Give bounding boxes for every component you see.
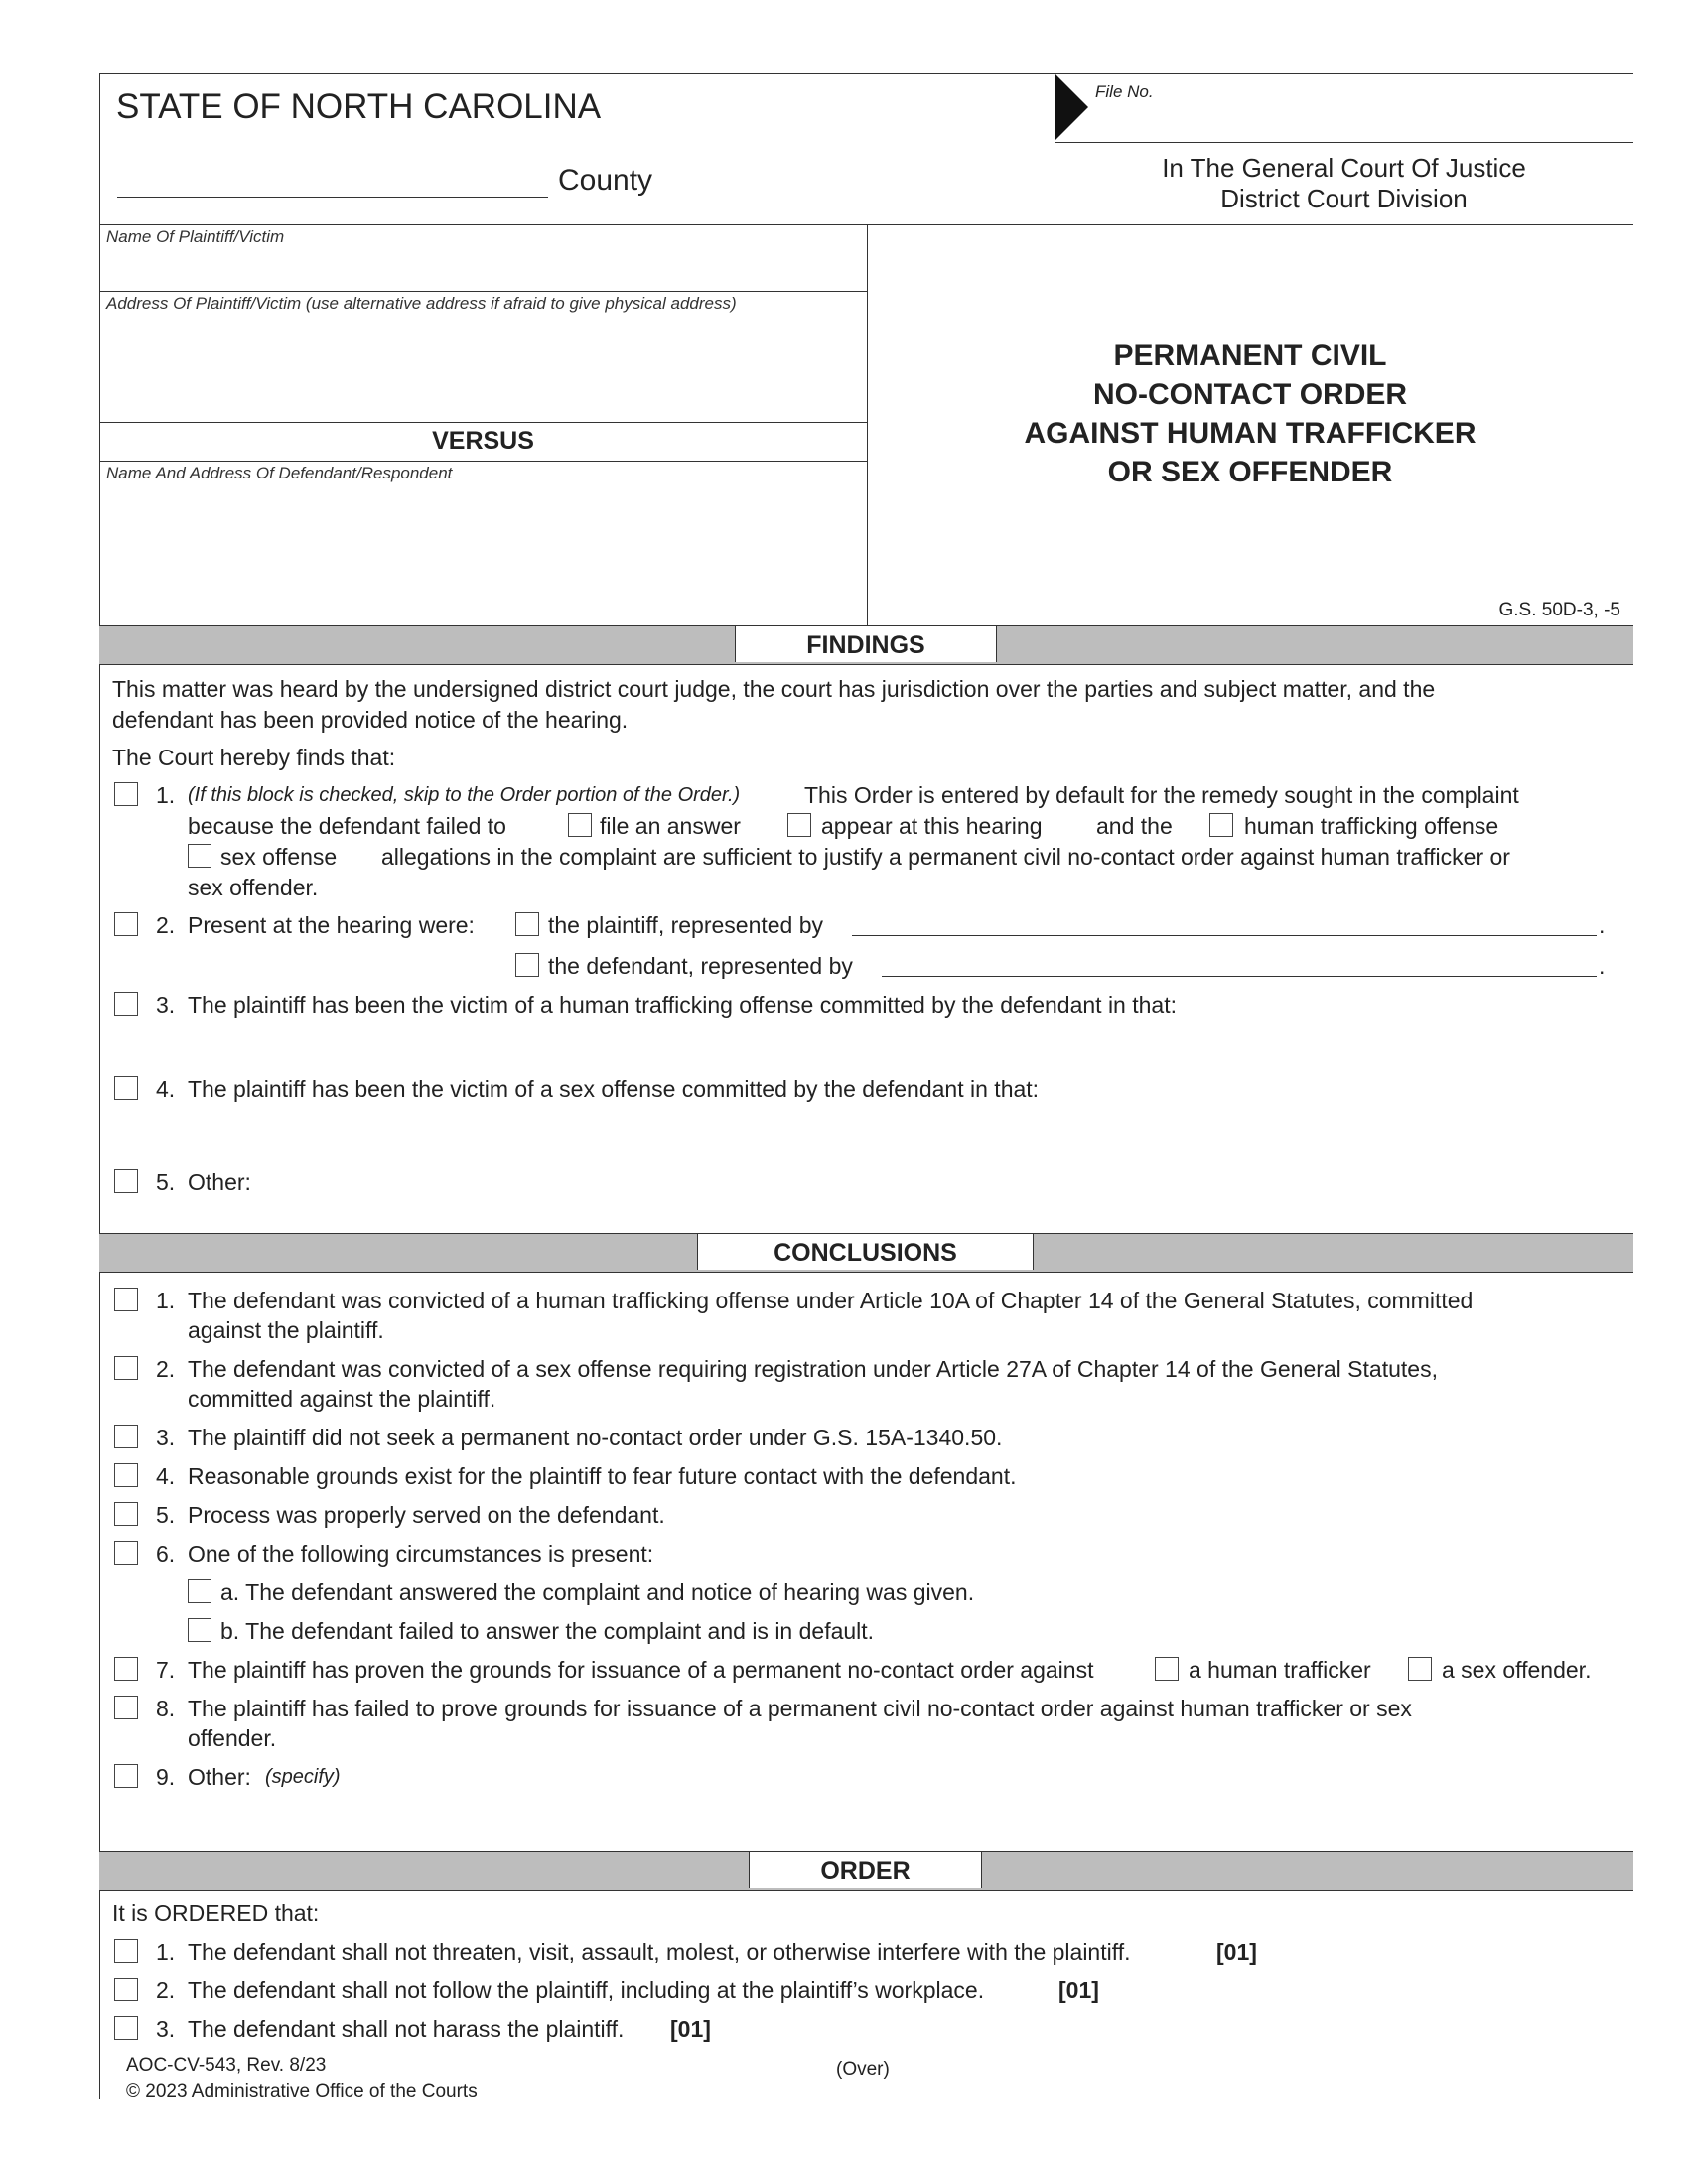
copyright: © 2023 Administrative Office of the Courts xyxy=(126,2081,478,2102)
form-title-line-2: NO-CONTACT ORDER xyxy=(1092,378,1408,411)
ht-offense-label: human trafficking offense xyxy=(1244,813,1499,839)
order-1-text: The defendant shall not threaten, visit, assault, molest, or otherwise interfere with the plaintiff. xyxy=(188,1939,1131,1965)
conclusion-8-text-cont: offender. xyxy=(188,1725,277,1751)
plaintiff-address-field[interactable] xyxy=(103,318,863,417)
finding-1-allegations: allegations in the complaint are sufficient to justify a permanent civil no-contact order against human trafficker or xyxy=(381,844,1510,870)
present-defendant-label: the defendant, represented by xyxy=(548,953,853,979)
conclusions-band xyxy=(99,1233,1633,1273)
period: . xyxy=(1599,953,1606,979)
file-no-arrow-icon xyxy=(1055,73,1090,143)
frame-top xyxy=(99,73,1633,74)
defendant-attorney-field[interactable] xyxy=(882,976,1597,977)
finding-2-checkbox[interactable] xyxy=(114,912,138,936)
finding-3-checkbox[interactable] xyxy=(114,992,138,1016)
finding-5-text: Other: xyxy=(188,1169,251,1195)
over-note: (Over) xyxy=(836,2059,890,2080)
period: . xyxy=(1599,912,1606,938)
findings-band xyxy=(99,625,1633,665)
file-no-label: File No. xyxy=(1095,82,1154,101)
county-field[interactable] xyxy=(117,197,548,198)
conclusion-1-checkbox[interactable] xyxy=(114,1288,138,1311)
rule xyxy=(99,422,867,423)
present-plaintiff-checkbox[interactable] xyxy=(515,912,539,936)
conclusion-1-text-cont: against the plaintiff. xyxy=(188,1317,384,1343)
conclusion-9-text: Other: xyxy=(188,1764,251,1790)
conclusion-9-specify: (specify) xyxy=(265,1766,341,1788)
court-line-1: In The General Court Of Justice xyxy=(1162,153,1526,183)
conclusion-3-checkbox[interactable] xyxy=(114,1425,138,1448)
conclusion-4-checkbox[interactable] xyxy=(114,1463,138,1487)
order-2-code: [01] xyxy=(1058,1978,1099,2003)
finding-4-text: The plaintiff has been the victim of a sex offense committed by the defendant in that: xyxy=(188,1076,1040,1102)
conclusion-8-text: The plaintiff has failed to prove grounds for issuance of a permanent civil no-contact order against human trafficker or sex xyxy=(188,1696,1412,1721)
failed-appear-label: appear at this hearing xyxy=(821,813,1043,839)
statute-reference: G.S. 50D-3, -5 xyxy=(1498,600,1620,620)
conclusions-heading: CONCLUSIONS xyxy=(697,1234,1034,1270)
finding-1-checkbox[interactable] xyxy=(114,782,138,806)
sex-offense-checkbox[interactable] xyxy=(188,844,211,868)
order-3-checkbox[interactable] xyxy=(114,2016,138,2040)
court-finds-label: The Court hereby finds that: xyxy=(112,745,396,770)
versus-label: VERSUS xyxy=(432,427,534,455)
finding-2-number: 2. xyxy=(156,912,176,938)
failed-file-answer-label: file an answer xyxy=(600,813,741,839)
conclusion-7-text: The plaintiff has proven the grounds for issuance of a permanent no-contact order against xyxy=(188,1657,1094,1683)
frame-left xyxy=(99,73,100,2099)
conclusion-6a-text: a. The defendant answered the complaint and notice of hearing was given. xyxy=(220,1579,975,1605)
sex-offense-label: sex offense xyxy=(220,844,338,870)
order-2-checkbox[interactable] xyxy=(114,1978,138,2001)
conclusion-6-number: 6. xyxy=(156,1541,176,1567)
conclusion-2-number: 2. xyxy=(156,1356,176,1382)
present-defendant-checkbox[interactable] xyxy=(515,953,539,977)
conclusion-3-number: 3. xyxy=(156,1425,176,1450)
order-3-code: [01] xyxy=(670,2016,711,2042)
conclusion-4-text: Reasonable grounds exist for the plaintiff to fear future contact with the defendant. xyxy=(188,1463,1017,1489)
conclusion-2-checkbox[interactable] xyxy=(114,1356,138,1380)
conclusion-4-number: 4. xyxy=(156,1463,176,1489)
against-trafficker-label: a human trafficker xyxy=(1189,1657,1371,1683)
state-title: STATE OF NORTH CAROLINA xyxy=(116,87,602,126)
finding-1-end: sex offender. xyxy=(188,875,319,900)
against-sex-offender-checkbox[interactable] xyxy=(1408,1657,1432,1681)
order-band xyxy=(99,1851,1633,1891)
file-no-field[interactable] xyxy=(1055,142,1633,143)
finding-1-note: (If this block is checked, skip to the Order portion of the Order.) xyxy=(188,784,741,806)
finding-3-text: The plaintiff has been the victim of a human trafficking offense committed by the defendant in that: xyxy=(188,992,1177,1018)
plaintiff-name-label: Name Of Plaintiff/Victim xyxy=(106,227,285,246)
conclusion-2-text: The defendant was convicted of a sex offense requiring registration under Article 27A of Chapter 14 of the General Statutes, xyxy=(188,1356,1438,1382)
failed-file-answer-checkbox[interactable] xyxy=(568,813,592,837)
conclusion-9-checkbox[interactable] xyxy=(114,1764,138,1788)
finding-5-checkbox[interactable] xyxy=(114,1169,138,1193)
conclusion-5-checkbox[interactable] xyxy=(114,1502,138,1526)
against-trafficker-checkbox[interactable] xyxy=(1155,1657,1179,1681)
conclusion-6-text: One of the following circumstances is present: xyxy=(188,1541,654,1567)
order-1-code: [01] xyxy=(1216,1939,1257,1965)
form-title-line-1: PERMANENT CIVIL xyxy=(1113,340,1387,372)
form-id: AOC-CV-543, Rev. 8/23 xyxy=(126,2055,327,2076)
conclusion-5-number: 5. xyxy=(156,1502,176,1528)
and-the-label: and the xyxy=(1096,813,1173,839)
form-title-line-3: AGAINST HUMAN TRAFFICKER xyxy=(1024,417,1477,450)
conclusion-7-checkbox[interactable] xyxy=(114,1657,138,1681)
failed-appear-checkbox[interactable] xyxy=(787,813,811,837)
against-sex-offender-label: a sex offender. xyxy=(1442,1657,1592,1683)
rule xyxy=(99,461,867,462)
conclusion-1-number: 1. xyxy=(156,1288,176,1313)
present-plaintiff-label: the plaintiff, represented by xyxy=(548,912,824,938)
conclusion-9-number: 9. xyxy=(156,1764,176,1790)
county-label: County xyxy=(558,164,653,197)
conclusion-8-number: 8. xyxy=(156,1696,176,1721)
plaintiff-address-label: Address Of Plaintiff/Victim (use alternative address if afraid to give physical address) xyxy=(106,294,737,313)
conclusion-2-text-cont: committed against the plaintiff. xyxy=(188,1386,496,1412)
order-1-number: 1. xyxy=(156,1939,176,1965)
order-2-text: The defendant shall not follow the plaintiff, including at the plaintiff’s workplace. xyxy=(188,1978,985,2003)
conclusion-8-checkbox[interactable] xyxy=(114,1696,138,1719)
finding-1-failed-to: because the defendant failed to xyxy=(188,813,506,839)
order-3-number: 3. xyxy=(156,2016,176,2042)
conclusion-6a-checkbox[interactable] xyxy=(188,1579,211,1603)
conclusion-6-checkbox[interactable] xyxy=(114,1541,138,1565)
defendant-address-field[interactable] xyxy=(103,486,863,615)
conclusion-1-text: The defendant was convicted of a human trafficking offense under Article 10A of Chapter 14 of the General Statutes, committed xyxy=(188,1288,1474,1313)
finding-1-number: 1. xyxy=(156,782,176,808)
findings-intro-2: defendant has been provided notice of the hearing. xyxy=(112,707,629,733)
finding-2-text: Present at the hearing were: xyxy=(188,912,475,938)
court-line-2: District Court Division xyxy=(1220,184,1468,213)
order-intro: It is ORDERED that: xyxy=(112,1900,320,1926)
form-title-line-4: OR SEX OFFENDER xyxy=(1107,456,1393,488)
order-1-checkbox[interactable] xyxy=(114,1939,138,1963)
order-3-text: The defendant shall not harass the plaintiff. xyxy=(188,2016,625,2042)
conclusion-6b-text: b. The defendant failed to answer the complaint and is in default. xyxy=(220,1618,875,1644)
conclusion-6b-checkbox[interactable] xyxy=(188,1618,211,1642)
conclusion-3-text: The plaintiff did not seek a permanent no-contact order under G.S. 15A-1340.50. xyxy=(188,1425,1003,1450)
plaintiff-name-field[interactable] xyxy=(103,248,863,288)
finding-4-number: 4. xyxy=(156,1076,176,1102)
findings-heading: FINDINGS xyxy=(735,626,997,662)
defendant-label: Name And Address Of Defendant/Respondent xyxy=(106,464,453,482)
finding-5-number: 5. xyxy=(156,1169,176,1195)
rule xyxy=(99,291,867,292)
finding-3-number: 3. xyxy=(156,992,176,1018)
conclusion-7-number: 7. xyxy=(156,1657,176,1683)
finding-4-checkbox[interactable] xyxy=(114,1076,138,1100)
conclusion-5-text: Process was properly served on the defendant. xyxy=(188,1502,665,1528)
order-heading: ORDER xyxy=(749,1852,982,1888)
findings-intro-1: This matter was heard by the undersigned district court judge, the court has jurisdiction over the parties and subject matter, and the xyxy=(112,676,1436,702)
order-2-number: 2. xyxy=(156,1978,176,2003)
ht-offense-checkbox[interactable] xyxy=(1209,813,1233,837)
finding-1-text: This Order is entered by default for the remedy sought in the complaint xyxy=(804,782,1519,808)
plaintiff-attorney-field[interactable] xyxy=(852,935,1597,936)
